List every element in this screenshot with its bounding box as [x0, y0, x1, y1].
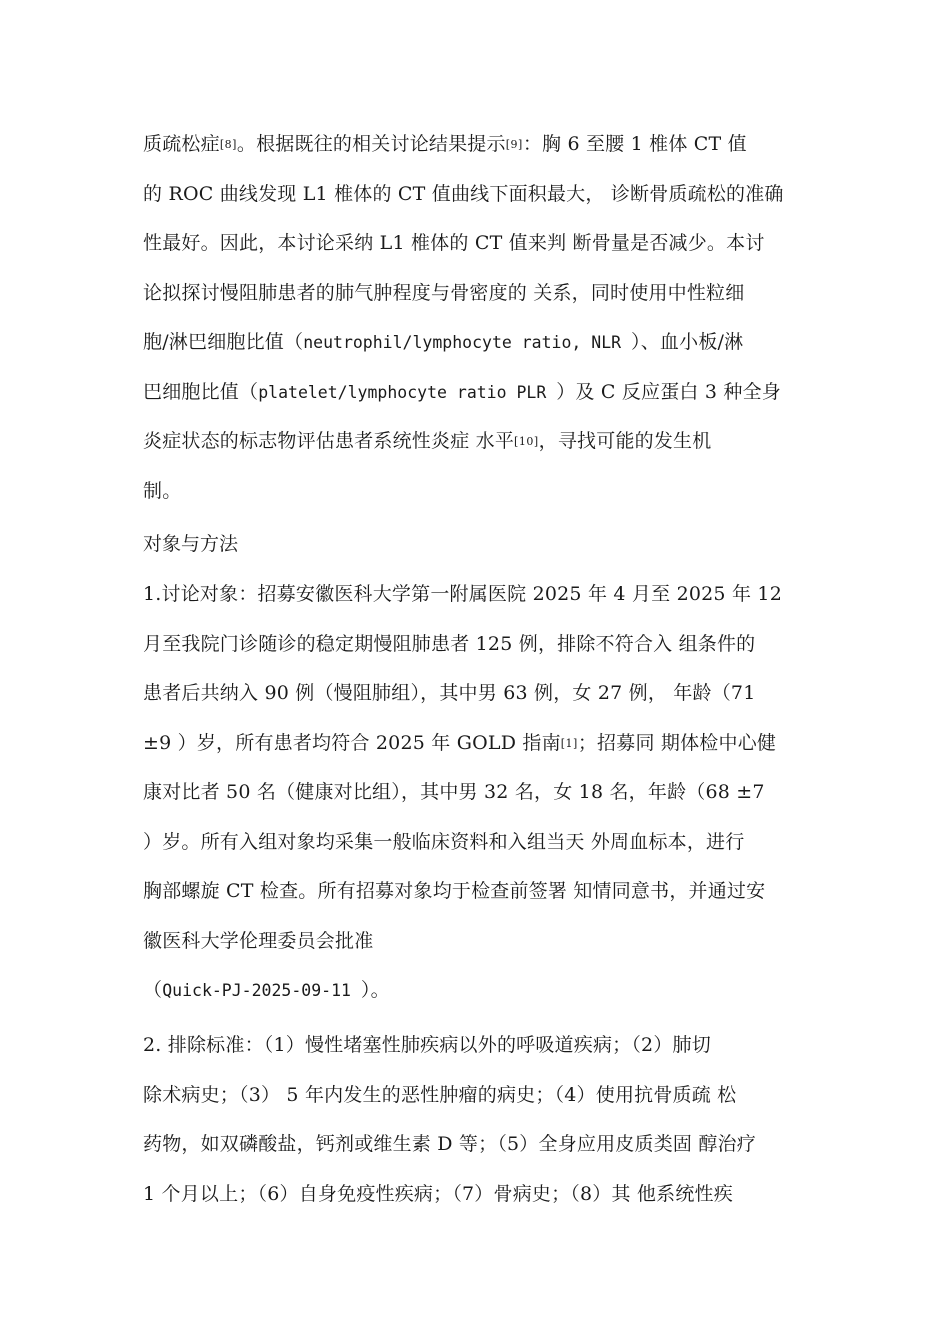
text-line: （Quick-PJ-2025-09-11 ）。: [143, 979, 390, 1001]
text-line: ）岁。所有入组对象均采集一般临床资料和入组当天 外周血标本，进行: [143, 830, 745, 853]
english-term: platelet/lymphocyte ratio PLR: [258, 382, 557, 402]
text-line: 康对比者 50 名（健康对比组），其中男 32 名，女 18 名，年龄（68 ±7: [143, 781, 765, 803]
text-line: ±9 ）岁，所有患者均符合 2025 年 GOLD 指南[1]；招募同 期体检中心健: [143, 731, 777, 754]
text-line: 1 个月以上；（6）自身免疫性疾病；（7）骨病史；（8）其 他系统性疾: [143, 1182, 733, 1205]
section-heading: 对象与方法: [143, 533, 239, 555]
text-line: 巴细胞比值（platelet/lymphocyte ratio PLR ）及 C 反应蛋白 3 种全身: [143, 380, 782, 403]
text-line: 患者后共纳入 90 例（慢阻肺组），其中男 63 例，女 27 例， 年龄（71: [143, 682, 756, 704]
citation-ref: [9]: [505, 138, 523, 151]
citation-ref: [8]: [219, 138, 237, 151]
text-line: 质疏松症[8]。根据既往的相关讨论结果提示[9]：胸 6 至腰 1 椎体 CT 值: [143, 133, 747, 155]
text-line: 胸部螺旋 CT 检查。所有招募对象均于检查前签署 知情同意书，并通过安: [143, 880, 766, 902]
paragraph-exclusion: [143, 1025, 833, 1223]
citation-ref: [10]: [514, 435, 539, 448]
text-line: 性最好。因此，本讨论采纳 L1 椎体的 CT 值来判 断骨量是否减少。本讨: [143, 232, 765, 254]
text-line: 炎症状态的标志物评估患者系统性炎症 水平[10]，寻找可能的发生机: [143, 430, 712, 452]
text-line: 月至我院门诊随诊的稳定期慢阻肺患者 125 例，排除不符合入 组条件的: [143, 632, 756, 655]
text-line: 徽医科大学伦理委员会批准: [143, 929, 374, 952]
citation-ref: [1]: [560, 736, 578, 750]
text-line: 1.讨论对象：招募安徽医科大学第一附属医院 2025 年 4 月至 2025 年 12: [143, 583, 782, 605]
paragraph-background: [143, 124, 833, 520]
text-line: 制。: [143, 479, 182, 502]
ethics-code: Quick-PJ-2025-09-11: [162, 981, 361, 1000]
text-line: 论拟探讨慢阻肺患者的肺气肿程度与骨密度的 关系，同时使用中性粒细: [143, 281, 745, 304]
paragraph-subjects: [143, 574, 833, 1020]
text-line: 2. 排除标准：（1）慢性堵塞性肺疾病以外的呼吸道疾病；（2）肺切: [143, 1034, 711, 1056]
text-line: 除术病史；（3） 5 年内发生的恶性肿瘤的病史；（4）使用抗骨质疏 松: [143, 1083, 737, 1106]
text-line: 药物，如双磷酸盐，钙剂或维生素 D 等；（5）全身应用皮质类固 醇治疗: [143, 1133, 756, 1155]
text-line: 胞/淋巴细胞比值（neutrophil/lymphocyte ratio, NLR ）、血小板/淋: [143, 331, 744, 353]
english-term: neutrophil/lymphocyte ratio, NLR: [303, 333, 632, 352]
text-line: 的 ROC 曲线发现 L1 椎体的 CT 值曲线下面积最大， 诊断骨质疏松的准确: [143, 182, 784, 205]
